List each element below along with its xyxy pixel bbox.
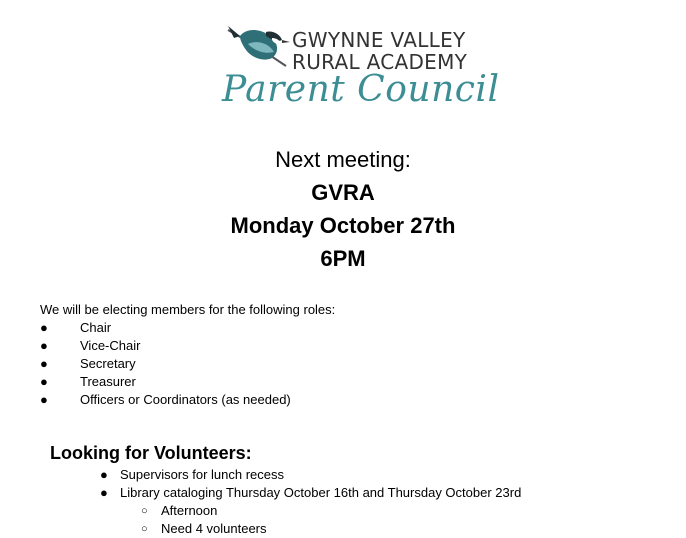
roles-list (40, 319, 335, 409)
list-item (40, 355, 335, 373)
meeting-location: GVRA (311, 180, 375, 205)
list-item (100, 466, 521, 484)
list-item (40, 337, 335, 355)
volunteer-item-label: Library cataloging Thursday October 16th and Thursday October 23rd (120, 485, 522, 500)
role-label: Secretary (80, 356, 136, 371)
logo (222, 22, 500, 114)
volunteer-item-label: Supervisors for lunch recess (120, 467, 285, 482)
volunteers-list (100, 466, 521, 538)
bullet-icon: ● (40, 320, 48, 335)
bullet-icon: ● (100, 485, 108, 500)
bullet-icon: ● (40, 356, 48, 371)
circle-bullet-icon: ○ (141, 505, 148, 517)
org-name-line2: RURAL ACADEMY (292, 50, 468, 74)
volunteers-title: Looking for Volunteers: (50, 443, 252, 463)
role-label: Chair (80, 320, 112, 335)
roles-intro: We will be electing members for the following roles: (40, 302, 336, 317)
list-subitem (100, 520, 521, 538)
meeting-date: Monday October 27th (230, 213, 456, 238)
bullet-icon: ● (40, 392, 48, 407)
bullet-icon: ● (40, 374, 48, 389)
list-item (40, 373, 335, 391)
list-subitem (100, 502, 521, 520)
volunteer-subitem-label: Need 4 volunteers (161, 521, 267, 536)
roles-section (40, 301, 335, 409)
circle-bullet-icon: ○ (141, 523, 148, 535)
council-title: Parent Council (222, 69, 500, 110)
org-name-line1: GWYNNE VALLEY (292, 28, 466, 52)
list-item (40, 319, 335, 337)
bird-icon (226, 22, 296, 70)
meeting-intro: Next meeting: (275, 147, 411, 172)
bullet-icon: ● (40, 338, 48, 353)
list-item (40, 391, 335, 409)
volunteer-subitem-label: Afternoon (161, 503, 218, 518)
meeting-block (0, 143, 686, 275)
role-label: Treasurer (80, 374, 136, 389)
role-label: Officers or Coordinators (as needed) (80, 392, 291, 407)
list-item (100, 484, 521, 502)
bullet-icon: ● (100, 467, 108, 482)
role-label: Vice-Chair (80, 338, 141, 353)
meeting-time: 6PM (320, 246, 366, 271)
